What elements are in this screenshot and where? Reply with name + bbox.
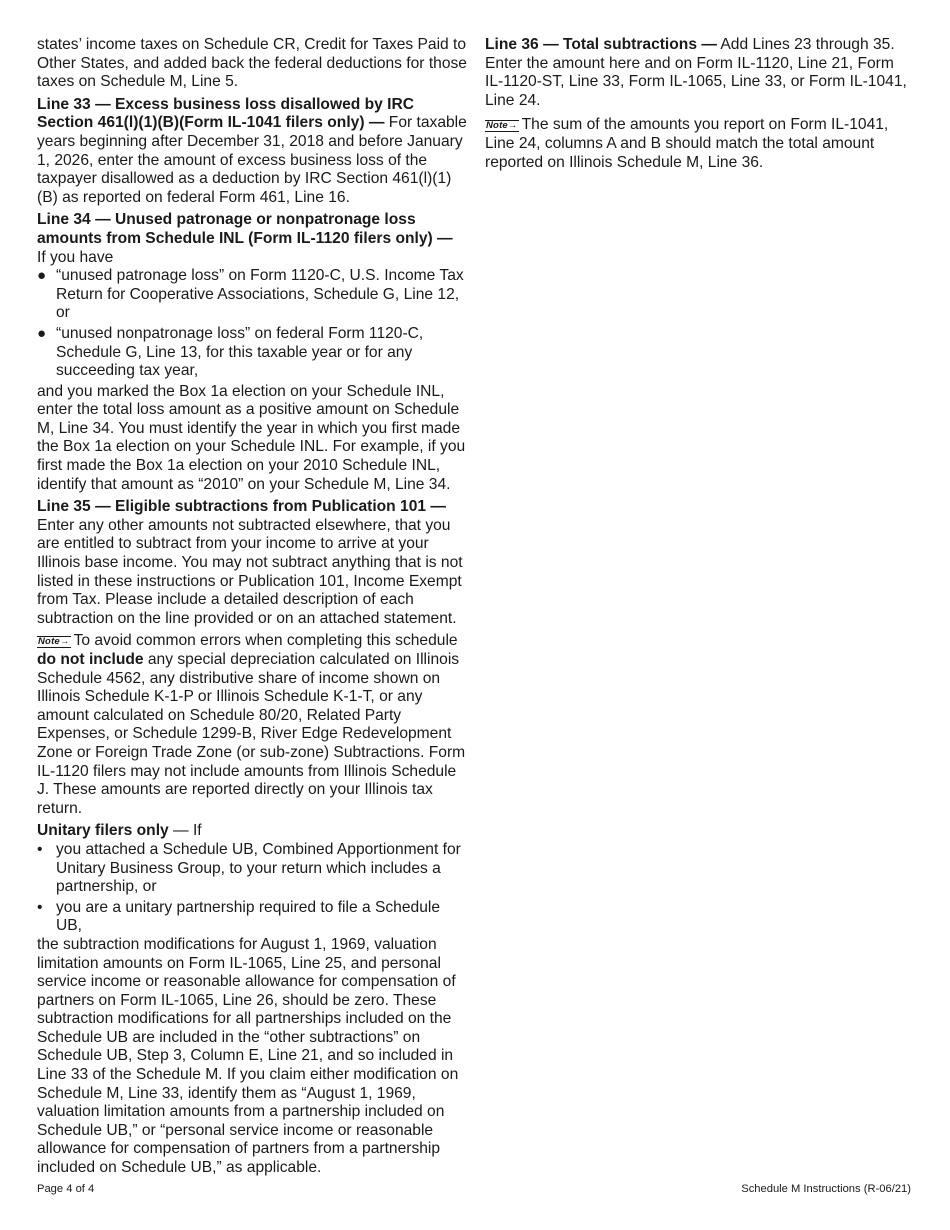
line-35-text: Enter any other amounts not subtracted elsewhere, that you are entitled to subtract from your income to arrive at your Illinois base income. You may not subtract anything that is not listed in these instructions or Publication 101, Income Exempt from Tax. Please include a detailed description of each subtraction on the line provided or on an attached statement. bbox=[37, 516, 463, 627]
paragraph-continuation: states’ income taxes on Schedule CR, Credit for Taxes Paid to Other States, and added back the federal deductions for those taxes on Schedule M, Line 5. bbox=[37, 36, 467, 91]
line-36-text: Add Lines 23 through 35. Enter the amount here and on Form IL-1120, Line 21, Form IL-1120-ST, Line 33, Form IL-1065, Line 33, or Form IL-1041, Line 24. bbox=[485, 36, 907, 109]
document-id: Schedule M Instructions (R-06/21) bbox=[741, 1183, 911, 1195]
line-33-text: For taxable years beginning after December 31, 2018 and before January 1, 2026, enter the amount of excess business loss of the taxpayer disallowed as a deduction by IRC Section 461(l)(1)(B) as reported on federal Form 461, Line 16. bbox=[37, 114, 467, 206]
list-item: • you attached a Schedule UB, Combined Apportionment for Unitary Business Group, to your return which includes a partnership, or bbox=[37, 840, 461, 896]
unitary-after: the subtraction modifications for August 1, 1969, valuation limitation amounts on Form IL-1065, Line 25, and personal service income or reasonable allowance for compensation of partners on Form IL-1065, Line 26, should be zero. These subtraction modifications for all partnerships included on the Schedule UB are included in the “other subtractions” on Schedule UB, Step 3, Column E, Line 21, and so included in Line 33 of the Schedule M. If you claim either modification on Schedule M, Line 33, identify them as “August 1, 1969, valuation limitation amounts from a partnership included on Schedule UB,” or “personal service income or reasonable allowance for compensation of partners from a partnership included on Schedule UB,” as applicable. bbox=[37, 935, 459, 1177]
line-34-after: and you marked the Box 1a election on your Schedule INL, enter the total loss amount as a positive amount on Schedule M, Line 34. You must identify the year in which you first made the Box 1a election on your Schedule INL. For example, if you first made the Box 1a election on your 2010 Schedule INL, identify that amount as “2010” on your Schedule M, Line 34. bbox=[37, 382, 466, 493]
unitary-heading: Unitary filers only — If bbox=[37, 822, 202, 840]
bullet-icon: ● bbox=[37, 324, 47, 342]
note-icon: Note→ bbox=[486, 120, 518, 132]
line-36-heading: Line 36 — Total subtractions — bbox=[485, 36, 717, 53]
line-34-heading: Line 34 — Unused patronage or nonpatronage loss amounts from Schedule INL (Form IL-1120 filers only) — bbox=[37, 211, 453, 247]
line-33-heading: Line 33 — Excess business loss disallowed by IRC Section 461(l)(1)(B)(Form IL-1041 filers only) — bbox=[37, 95, 414, 132]
list-item: ● “unused patronage loss” on Form 1120-C, U.S. Income Tax Return for Cooperative Associations, Schedule G, Line 12, or bbox=[37, 267, 464, 322]
bullet-icon: ● bbox=[37, 267, 47, 285]
right-column bbox=[485, 36, 913, 176]
line-34-intro: If you have bbox=[37, 248, 114, 266]
list-item: • you are a unitary partnership required to file a Schedule UB, bbox=[37, 898, 441, 935]
left-column bbox=[37, 36, 469, 1182]
note-2: Note→ The sum of the amounts you report on Form IL-1041, Line 24, columns A and B should match the total amount reported on Illinois Schedule M, Line 36. bbox=[485, 116, 889, 171]
line-36-section bbox=[485, 36, 913, 110]
bullet-icon: • bbox=[37, 840, 43, 858]
list-item: ● “unused nonpatronage loss” on federal Form 1120-C, Schedule G, Line 13, for this taxable year or for any succeeding tax year, bbox=[37, 324, 424, 380]
line-35-heading: Line 35 — Eligible subtractions from Publication 101 — bbox=[37, 498, 446, 516]
bullet-icon: • bbox=[37, 898, 43, 916]
page-number: Page 4 of 4 bbox=[37, 1183, 95, 1195]
note-icon: Note→ bbox=[38, 636, 70, 648]
note-1: Note→ To avoid common errors when completing this schedule do not include any special depreciation calculated on Illinois Schedule 4562, any distributive share of income shown on Illinois Schedule K-1-P or Illinois Schedule K-1-T, or any amount calculated on Schedule 80/20, Related Party Expenses, or Schedule 1299-B, River Edge Redevelopment Zone or Foreign Trade Zone (or sub-zone) Subtractions. Form IL-1120 filers may not include amounts from Illinois Schedule J. These amounts are reported directly on your Illinois tax return. bbox=[37, 632, 466, 817]
line-33-section bbox=[37, 96, 469, 208]
